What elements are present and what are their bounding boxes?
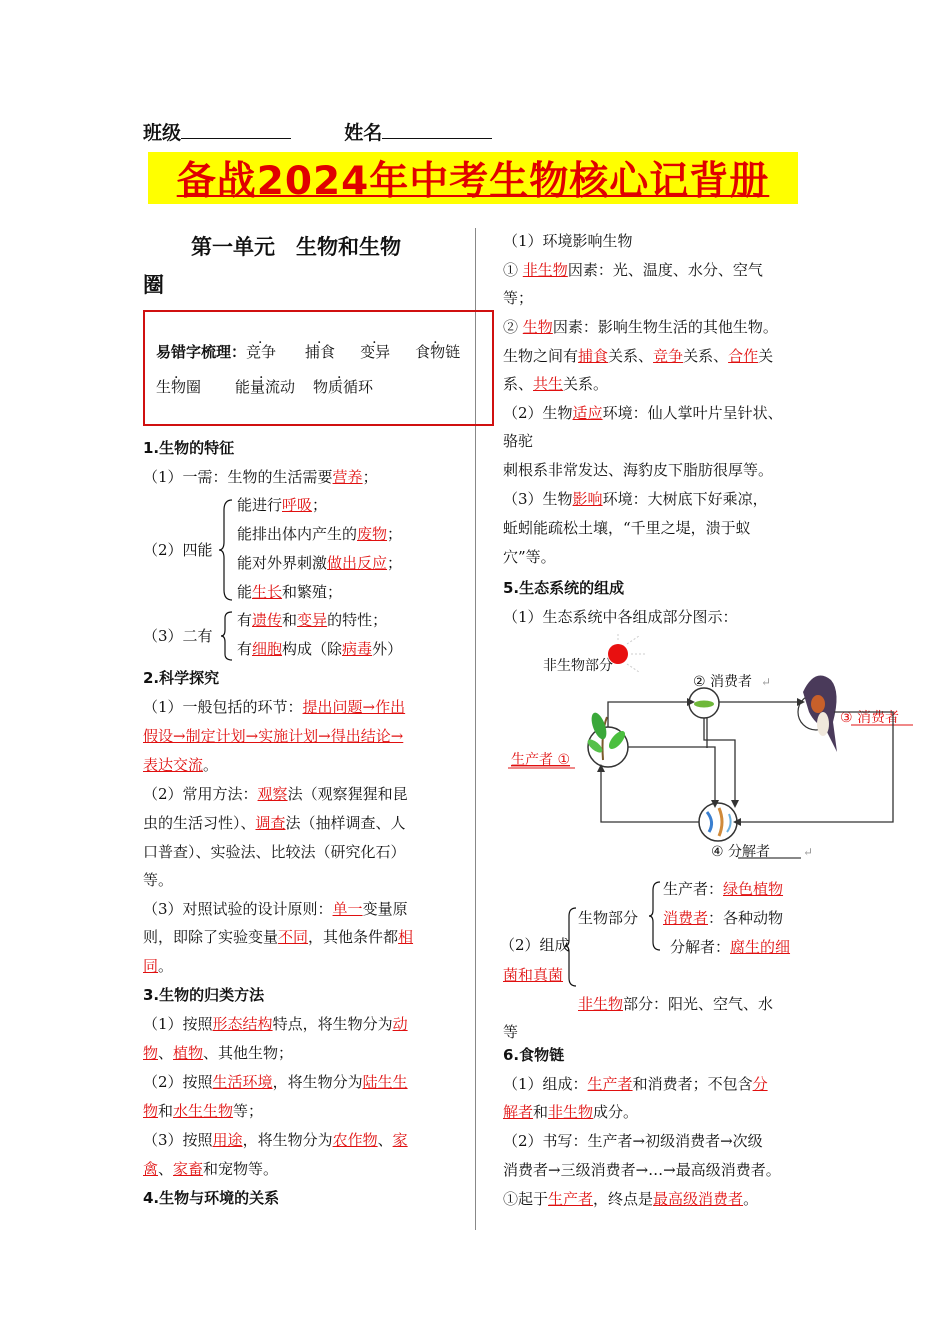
producer-plant-icon <box>586 711 628 767</box>
s4-line: 骆驼 <box>503 432 534 450</box>
s3-line: 禽、家畜和宠物等。 <box>143 1160 279 1178</box>
s2-line: 口普查）、实验法、比较法（研究化石） <box>143 843 406 861</box>
s4-line: （1）环境影响生物 <box>503 232 633 250</box>
s6-line: （1）组成：生产者和消费者；不包含分 <box>503 1075 768 1093</box>
class-label: 班级 <box>143 122 182 144</box>
name-label: 姓名 <box>344 122 383 144</box>
typo-word: 食物链 <box>415 343 461 361</box>
s5-two-label: （2）组成 <box>500 936 570 954</box>
page-title: 备战2024年中考生物核心记背册 <box>176 159 770 204</box>
typo-row-1 <box>156 338 460 367</box>
brace-two <box>220 610 234 662</box>
s5-line: （1）生态系统中各组成部分图示： <box>503 608 738 626</box>
s2-line: 同。 <box>143 957 174 975</box>
s1-line: 能排出体内产生的废物； <box>237 525 403 543</box>
s5-line: 等 <box>503 1023 519 1041</box>
s4-line: 等； <box>503 289 534 307</box>
s5-biotic-label: 生物部分 <box>578 909 639 927</box>
s5-line: 非生物部分：阳光、空气、水 <box>578 995 774 1013</box>
section-2-title: 2.科学探究 <box>143 669 220 687</box>
s3-line: （1）按照形态结构特点，将生物分为动 <box>143 1015 408 1033</box>
return-mark: ↵ <box>761 675 772 689</box>
typo-word: 生物圈 <box>156 378 202 396</box>
s3-line: 物、植物、其他生物； <box>143 1044 294 1062</box>
s4-line: （2）生物适应环境：仙人掌叶片呈针状、 <box>503 404 783 422</box>
diagram-consumer3-label: ③ 消费者 <box>840 710 900 726</box>
s2-line: 则，即除了实验变量不同，其他条件都相 <box>143 928 414 946</box>
brace-biotic <box>648 880 662 952</box>
class-name-line <box>143 118 492 145</box>
diagram-abiotic-label: 非生物部分 <box>543 658 613 674</box>
s2-line: 假设→制定计划→实施计划→得出结论→ <box>143 727 404 745</box>
section-3-title: 3.生物的归类方法 <box>143 986 265 1004</box>
section-1-title: 1.生物的特征 <box>143 439 235 457</box>
s3-line: 物和水生生物等； <box>143 1102 264 1120</box>
s3-line: （2）按照生活环境，将生物分为陆生生 <box>143 1073 408 1091</box>
s6-line: （2）书写：生产者→初级消费者→次级 <box>503 1132 763 1150</box>
s4-line: 生物之间有捕食关系、竞争关系、合作关 <box>503 347 774 365</box>
diagram-decomposer-label: ④ 分解者 <box>711 844 771 860</box>
typo-word: 物质循环 <box>313 378 374 396</box>
s4-line: （3）生物影响环境：大树底下好乘凉， <box>503 490 768 508</box>
swallow-bird-icon <box>798 676 837 752</box>
s6-line: ①起于生产者，终点是最高级消费者。 <box>503 1190 759 1208</box>
brace-four <box>218 498 234 602</box>
typo-row-2 <box>156 373 373 402</box>
typo-label: 易错字梳理： <box>156 343 247 361</box>
s4-line: 系、共生关系。 <box>503 375 609 393</box>
s6-line: 解者和非生物成分。 <box>503 1103 639 1121</box>
decomposer-icon <box>699 803 737 841</box>
diagram-consumer2-label: ② 消费者 <box>693 674 753 690</box>
s4-line: 穴”等。 <box>503 548 556 566</box>
left-column <box>143 228 468 304</box>
s4-line: ② 生物因素：影响生物生活的其他生物。 <box>503 318 778 336</box>
typo-word: 捕食 <box>305 343 336 361</box>
s5-line: 菌和真菌 <box>503 966 564 984</box>
class-blank[interactable] <box>181 120 291 139</box>
s2-line: 等。 <box>143 871 174 889</box>
section-5-title: 5.生态系统的组成 <box>503 579 625 597</box>
s1-line: （1）一需：生物的生活需要营养； <box>143 468 378 486</box>
s1-line: 有遗传和变异的特性； <box>237 611 388 629</box>
typo-word: 竞争 <box>246 343 277 361</box>
s2-line: 表达交流。 <box>143 756 219 774</box>
s4-line: ① 非生物因素：光、温度、水分、空气 <box>503 261 763 279</box>
unit-title: 第一单元 生物和生物 <box>191 235 401 259</box>
unit-title-cont: 圈 <box>143 273 164 297</box>
s1-line: 有细胞构成（除病毒外） <box>237 640 403 658</box>
s1-line: 能生长和繁殖； <box>237 583 343 601</box>
s5-line: 生产者：绿色植物 <box>663 880 784 898</box>
s5-line: 分解者：腐生的细 <box>670 938 791 956</box>
typo-word: 能量流动 <box>235 378 296 396</box>
s3-line: （3）按照用途，将生物分为农作物、家 <box>143 1131 408 1149</box>
typo-word: 变异 <box>360 343 391 361</box>
ecosystem-diagram <box>503 632 918 867</box>
s2-line: （1）一般包括的环节：提出问题→作出 <box>143 698 406 716</box>
section-6-title: 6.食物链 <box>503 1046 565 1064</box>
s1-line: 能对外界刺激做出反应； <box>237 554 403 572</box>
s2-line: （3）对照试验的设计原则：单一变量原 <box>143 900 408 918</box>
name-blank[interactable] <box>382 120 492 139</box>
section-4-title: 4.生物与环境的关系 <box>143 1189 280 1207</box>
typo-box <box>143 310 494 426</box>
s2-line: （2）常用方法：观察法（观察猩猩和昆 <box>143 785 408 803</box>
svg-text:↵: ↵ <box>803 845 814 859</box>
s2-line: 虫的生活习性）、调查法（抽样调查、人 <box>143 814 406 832</box>
s4-line: 刺根系非常发达、海豹皮下脂肪很厚等。 <box>503 461 774 479</box>
s1-line: 能进行呼吸； <box>237 496 328 514</box>
sun-icon <box>608 632 645 672</box>
s1-two-label: （3）二有 <box>143 627 213 645</box>
s1-four-label: （2）四能 <box>143 541 213 559</box>
diagram-producer-label: 生产者 ① <box>511 752 571 768</box>
s5-line: 消费者：各种动物 <box>663 909 784 927</box>
brace-composition <box>564 906 578 988</box>
caterpillar-icon <box>689 688 719 718</box>
s6-line: 消费者→三级消费者→…→最高级消费者。 <box>503 1161 781 1179</box>
s4-line: 蚯蚓能疏松土壤，“千里之堤，溃于蚁 <box>503 519 751 537</box>
